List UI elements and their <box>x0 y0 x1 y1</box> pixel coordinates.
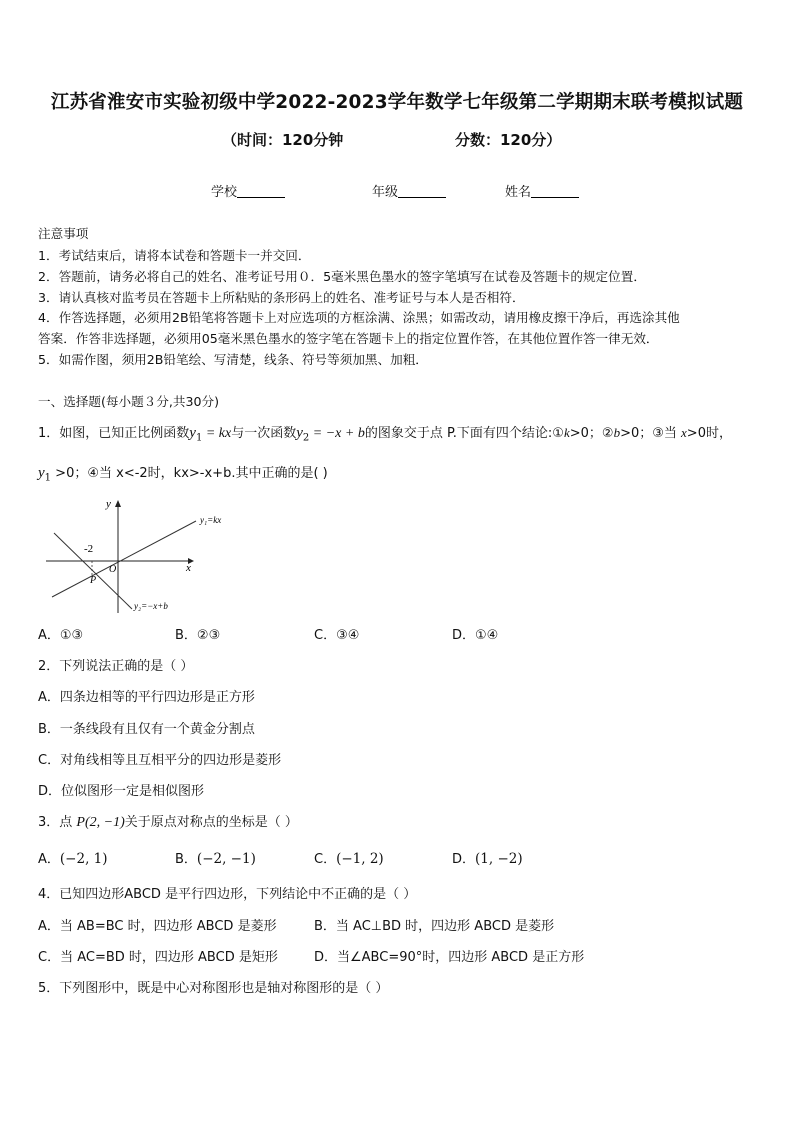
q1-option: A．①③ <box>38 628 84 643</box>
q1-option: C．③④ <box>314 628 360 643</box>
q1-text: 的图象交于点 P.下面有四个结论:① <box>364 426 564 441</box>
line-y1 <box>52 521 196 597</box>
name-label: 姓名 <box>505 185 532 200</box>
notice-item: 1．考试结束后，请将本试卷和答题卡一并交回． <box>38 248 311 263</box>
notice-item: 3．请认真核对监考员在答题卡上所粘贴的条形码上的姓名、准考证号与本人是否相符． <box>38 290 525 305</box>
notice-item: 答案．作答非选择题，必须用05毫米黑色墨水的签字笔在答题卡上的指定位置作答，在其他位置作答一律无效． <box>38 331 659 346</box>
q1-y1: y <box>38 465 45 481</box>
q3-option-value: (−2, 1) <box>59 851 108 867</box>
minus-two-label: -2 <box>84 543 94 555</box>
exam-score: 分数：120分） <box>455 131 562 149</box>
q3-option-letter: D． <box>452 852 476 867</box>
notice-item: 5．如需作图，须用2B铅笔绘、写清楚，线条、符号等须加黑、加粗． <box>38 352 428 367</box>
q4-option: A．当 AB=BC 时，四边形 ABCD 是菱形 <box>38 919 277 934</box>
y-axis-arrow <box>115 500 121 507</box>
q3-option-a <box>38 848 108 867</box>
q1-x: x <box>681 425 687 440</box>
name-field <box>505 181 579 200</box>
q1-text: >0；③当 <box>620 426 682 441</box>
q2-stem: 2．下列说法正确的是（ ） <box>38 659 194 674</box>
q3-text: 关于原点对称点的坐标是（ ） <box>124 815 298 830</box>
q3-option-d <box>452 848 523 867</box>
q1-text: >0；④当 x<-2时，kx>-x+b.其中正确的是( ) <box>51 466 328 481</box>
y-axis-label: y <box>106 498 111 510</box>
q1-formula-y1-sub: 1 <box>195 432 203 444</box>
grade-blank <box>398 185 446 198</box>
q1-text: >0时， <box>686 426 732 441</box>
q1-formula-y1-rest: = kx <box>202 426 232 441</box>
q3-option-value: (1, −2) <box>475 851 523 867</box>
q3-point: P(2, −1) <box>76 815 125 830</box>
q3-option-value: (−2, −1) <box>196 851 256 867</box>
q3-text: 3．点 <box>38 815 77 830</box>
q3-option-c <box>314 848 384 867</box>
q1-formula-y2-rest: = −x + b <box>309 426 365 441</box>
school-field <box>211 181 285 200</box>
q1-formula-y1: y <box>189 425 196 441</box>
school-blank <box>237 185 285 198</box>
name-blank <box>531 185 579 198</box>
q4-option: D．当∠ABC=90°时，四边形 ABCD 是正方形 <box>314 950 585 965</box>
q1-option: D．①④ <box>452 628 499 643</box>
q1-text: >0；② <box>569 426 614 441</box>
q3-option-letter: B． <box>175 852 197 867</box>
notice-item: 2．答题前，请务必将自己的姓名、准考证号用０．5毫米黑色墨水的签字笔填写在试卷及答题卡的规定位置． <box>38 269 646 284</box>
origin-label: O <box>109 564 117 575</box>
exam-title: 江苏省淮安市实验初级中学2022-2023学年数学七年级第二学期期末联考模拟试题 <box>50 92 744 113</box>
q3-option-letter: C． <box>314 852 337 867</box>
x-axis-label: x <box>186 562 191 574</box>
exam-time: （时间：120分钟 <box>222 131 344 149</box>
q1-b: b <box>613 425 621 440</box>
q2-option: D．位似图形一定是相似图形 <box>38 784 205 799</box>
grade-field <box>372 181 446 200</box>
q1-text: 与一次函数 <box>231 426 297 441</box>
notice-item: 4．作答选择题，必须用2B铅笔将答题卡上对应选项的方框涂满、涂黑；如需改动，请用橡皮擦干净后，再选涂其他 <box>38 310 680 325</box>
q1-y1-sub: 1 <box>44 472 52 484</box>
q4-stem: 4．已知四边形ABCD 是平行四边形，下列结论中不正确的是（ ） <box>38 887 417 902</box>
section-heading: 一、选择题(每小题３分,共30分) <box>38 394 219 409</box>
q1-function-graph <box>38 495 238 617</box>
q1-formula-y2: y <box>296 425 303 441</box>
school-label: 学校 <box>211 185 238 200</box>
q3-stem <box>38 811 298 831</box>
q3-option-letter: A． <box>38 852 60 867</box>
line-y2-label: y₂=−x+b <box>134 601 168 611</box>
q2-option: A．四条边相等的平行四边形是正方形 <box>38 690 255 705</box>
q4-option: C．当 AC=BD 时，四边形 ABCD 是矩形 <box>38 950 278 965</box>
q1-option: B．②③ <box>175 628 221 643</box>
line-y1-label: y₁=kx <box>200 515 222 525</box>
q1-formula-y2-sub: 2 <box>302 432 310 444</box>
point-p-label: P <box>90 575 97 586</box>
notice-heading: 注意事项 <box>38 226 89 241</box>
q1-k: k <box>563 425 570 440</box>
q3-option-value: (−1, 2) <box>336 851 384 867</box>
q2-option: C．对角线相等且互相平分的四边形是菱形 <box>38 753 282 768</box>
q1-stem-line2 <box>38 462 328 484</box>
grade-label: 年级 <box>372 185 399 200</box>
q4-option: B．当 AC⊥BD 时，四边形 ABCD 是菱形 <box>314 919 555 934</box>
q5-stem: 5．下列图形中，既是中心对称图形也是轴对称图形的是（ ） <box>38 981 389 996</box>
q1-stem-line1 <box>38 422 732 444</box>
q1-text: 1．如图，已知正比例函数 <box>38 426 190 441</box>
q2-option: B．一条线段有且仅有一个黄金分割点 <box>38 722 255 737</box>
q3-option-b <box>175 848 256 867</box>
